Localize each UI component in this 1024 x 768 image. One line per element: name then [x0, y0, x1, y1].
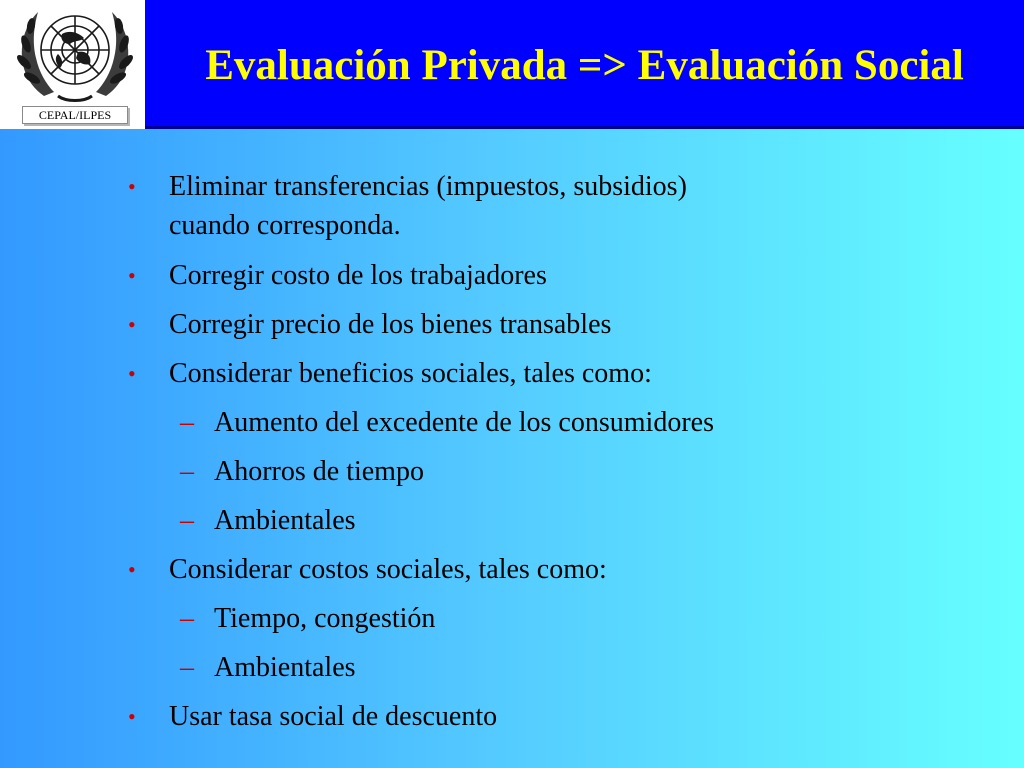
bullet-marker: • — [128, 174, 136, 199]
bullet-text: Corregir costo de los trabajadores — [169, 260, 547, 291]
bullet-text: cuando corresponda. — [169, 210, 401, 241]
bullet-text: Considerar beneficios sociales, tales como: — [169, 358, 652, 389]
logo-caption: CEPAL/ILPES — [22, 106, 128, 124]
bullet-text: Considerar costos sociales, tales como: — [169, 554, 607, 585]
dash-marker: – — [180, 603, 194, 634]
bullet-marker: • — [128, 557, 136, 582]
sub-bullet-text: Ambientales — [214, 652, 356, 683]
slide-title: Evaluación Privada => Evaluación Social — [205, 42, 964, 89]
un-emblem-icon — [14, 4, 136, 106]
bullet-text: Usar tasa social de descuento — [169, 701, 498, 732]
bullet-marker: • — [128, 361, 136, 386]
dash-marker: – — [180, 456, 194, 487]
dash-marker: – — [180, 505, 194, 536]
bullet-marker: • — [128, 263, 136, 288]
slide-body — [0, 129, 1024, 768]
sub-bullet-text: Ahorros de tiempo — [214, 456, 424, 487]
sub-bullet-text: Ambientales — [214, 505, 356, 536]
sub-bullet-text: Tiempo, congestión — [214, 603, 436, 634]
dash-marker: – — [180, 407, 194, 438]
dash-marker: – — [180, 652, 194, 683]
bullet-text: Corregir precio de los bienes transables — [169, 309, 612, 340]
bullet-marker: • — [128, 312, 136, 337]
sub-bullet-text: Aumento del excedente de los consumidores — [214, 407, 714, 438]
bullet-text: Eliminar transferencias (impuestos, subsidios) — [169, 171, 687, 202]
bullet-marker: • — [128, 704, 136, 729]
logo-box — [0, 0, 145, 128]
